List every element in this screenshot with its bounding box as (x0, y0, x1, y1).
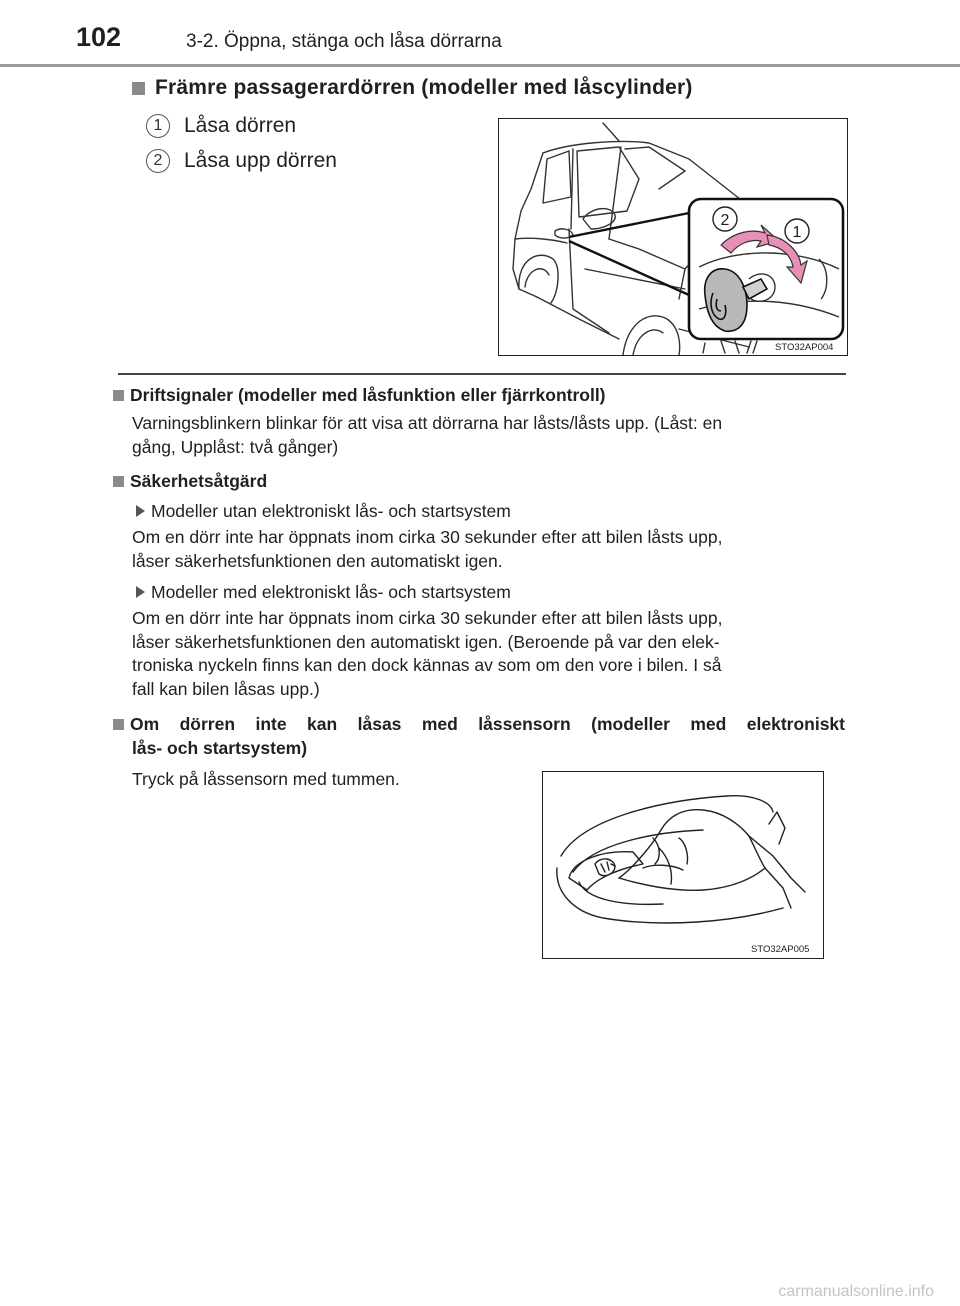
step-number-icon: 1 (146, 114, 170, 138)
header-rule (0, 64, 960, 67)
chapter-title: 3-2. Öppna, stänga och låsa dörrarna (186, 31, 502, 52)
paragraph-line: fall kan bilen låsas upp.) (132, 678, 320, 699)
figure-car-key-cylinder (498, 118, 848, 356)
sub-item-label: Modeller utan elektroniskt lås- och startsystem (151, 501, 511, 521)
paragraph-line: Om en dörr inte har öppnats inom cirka 30 sekunder efter att bilen låsts upp, (132, 608, 723, 628)
car-door-lock-illustration (499, 119, 847, 355)
section-heading-text: Främre passagerardörren (modeller med låscylinder) (155, 76, 693, 99)
callout-1: 1 (792, 224, 802, 241)
paragraph-operation-signals (132, 412, 844, 459)
subheading-text: Driftsignaler (modeller med låsfunktion eller fjärrkontroll) (130, 385, 606, 405)
subheading-operation-signals (113, 385, 606, 406)
callout-2: 2 (720, 212, 730, 229)
step-label: Låsa dörren (184, 114, 297, 137)
square-bullet-icon (113, 476, 124, 487)
figure-code: STO32AP004 (775, 342, 834, 353)
section-heading-front-passenger-door (132, 76, 693, 100)
paragraph-line: gång, Upplåst: två gånger) (132, 436, 339, 457)
footer-watermark: carmanualsonline.info (778, 1283, 934, 1300)
paragraph-line: låser säkerhetsfunktionen den automatiskt igen. (Beroende på var den elek- (132, 631, 720, 652)
step-unlock-door (146, 149, 337, 173)
paragraph-line: troniska nyckeln finns kan den dock kännas av som om den vore i bilen. I så (132, 655, 722, 675)
paragraph-without-smart-key (132, 526, 844, 573)
paragraph-line: Varningsblinkern blinkar för att visa att dörrarna har låsts/låsts upp. (Låst: en (132, 413, 723, 433)
triangle-bullet-icon (136, 505, 145, 517)
square-bullet-icon (113, 390, 124, 401)
sub-item-without-smart-key (136, 501, 511, 522)
subheading-text-line2: lås- och startsystem) (132, 738, 308, 758)
sub-item-with-smart-key (136, 582, 511, 603)
paragraph-with-smart-key (132, 607, 844, 701)
step-label: Låsa upp dörren (184, 149, 337, 172)
subheading-text: Om dörren inte kan låsas med låssensorn (modeller med elektroniskt (130, 714, 845, 734)
step-lock-door (146, 114, 296, 138)
subheading-text: Säkerhetsåtgärd (130, 471, 268, 491)
triangle-bullet-icon (136, 586, 145, 598)
figure-code: STO32AP005 (751, 944, 810, 955)
square-bullet-icon (132, 82, 145, 95)
sub-item-label: Modeller med elektroniskt lås- och startsystem (151, 582, 511, 602)
door-handle-thumb-illustration (543, 772, 823, 958)
subheading-lock-sensor (113, 712, 845, 760)
square-bullet-icon (113, 719, 124, 730)
step-number-icon: 2 (146, 149, 170, 173)
paragraph-line: Om en dörr inte har öppnats inom cirka 30 sekunder efter att bilen låsts upp, (132, 527, 723, 547)
paragraph-lock-sensor: Tryck på låssensorn med tummen. (132, 769, 400, 789)
page-number: 102 (76, 22, 122, 52)
section-separator (118, 373, 846, 375)
subheading-security-feature (113, 471, 267, 492)
figure-door-handle-sensor (542, 771, 824, 959)
paragraph-line: låser säkerhetsfunktionen den automatiskt igen. (132, 550, 503, 571)
